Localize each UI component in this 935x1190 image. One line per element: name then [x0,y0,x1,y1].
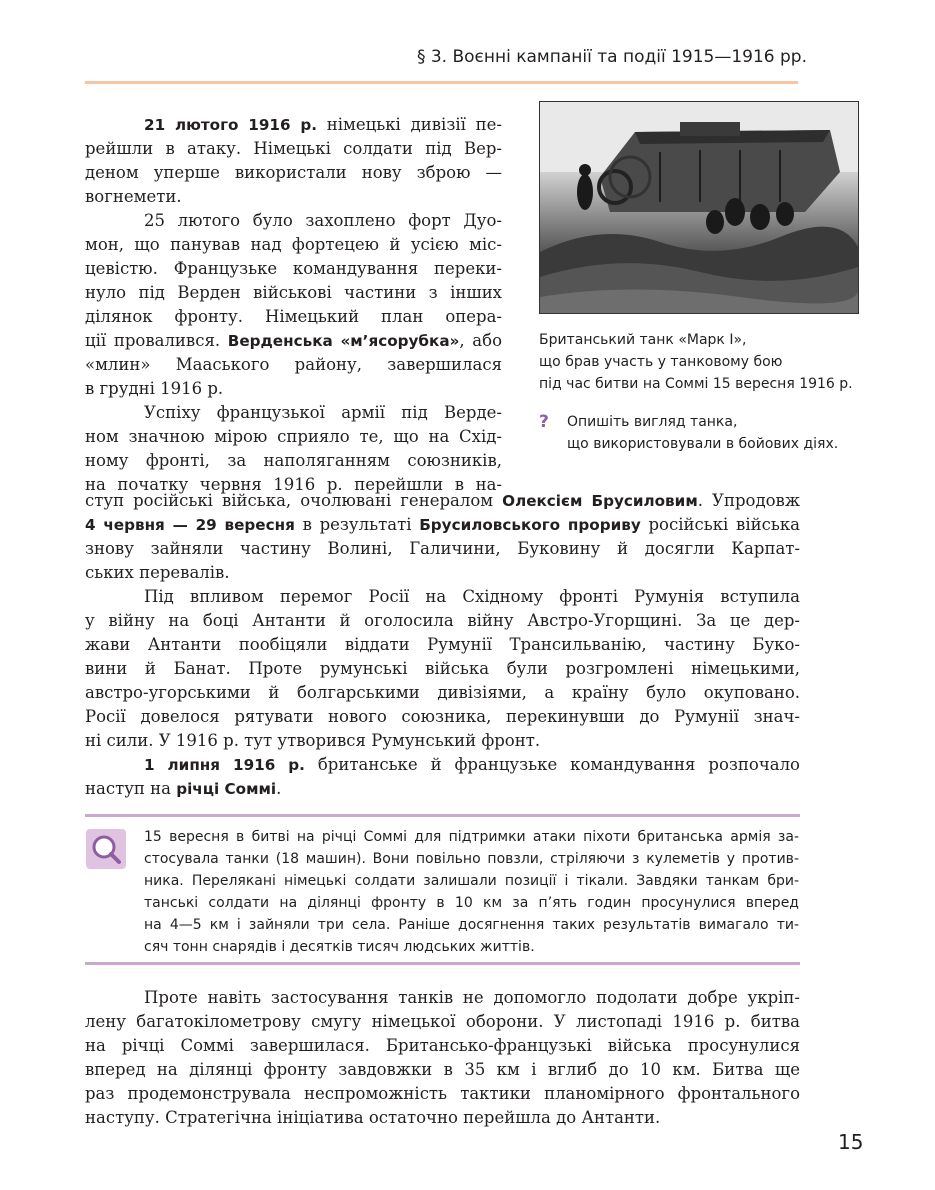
tank-photo-illustration [540,102,858,313]
text-line: вперед на ділянці фронту завдовжки в 35 км і вглиб до 10 км. Битва ще [85,1060,800,1079]
magnifier-icon [86,829,126,869]
paragraph-eastern-front: Успіху французької армії під Верде- [144,403,502,422]
text-line: Росії довелося рятувати нового союзника, перекинувши до Румунії знач- [85,707,800,726]
text-line: «млин» Мааського району, завершилася [85,355,502,374]
text-line: знову зайняли частину Волині, Галичини, Буковину й досягли Карпат- [85,539,800,558]
term-brusilov-offensive: Брусиловського прориву [419,516,641,534]
date-july-1: 1 липня 1916 р. [144,756,305,774]
question-line: Опишіть вигляд танка, [567,414,738,430]
text-line: вогнемети. [85,187,182,206]
paragraph-romania: Під впливом перемог Росії на Східному фронті Румунія вступила [144,587,800,606]
text-line: деном уперше використали нову зброю — [85,163,502,182]
question-line: що використовували в бойових діях. [567,436,839,452]
term-somme-river: річці Соммі [176,780,277,798]
left-column-text [85,113,502,497]
text-line: 4 червня — 29 вересня в результаті Брусиловського прориву російські війська [85,515,800,534]
date-feb-21: 21 лютого 1916 р. [144,116,317,134]
caption-line: під час битви на Соммі 15 вересня 1916 р. [539,376,853,392]
term-verdun-meatgrinder: Верденська «м’ясорубка» [227,332,460,350]
header-rule [85,81,798,84]
text-line: в грудні 1916 р. [85,379,224,398]
text-line: ном значною мірою сприяло те, що на Схід- [85,427,502,446]
text-line: раз продемонструвала неспроможність тактики планомірного фронтального [85,1084,800,1103]
tank-photo [539,101,859,314]
question-mark-icon: ? [539,412,549,432]
text-line: ступ російські війська, очолювані генералом Олексієм Брусиловим. Упродовж [85,491,801,510]
full-width-text-2 [85,986,800,1130]
text-line: на річці Соммі завершилася. Британсько-французькі війська просунулися [85,1036,800,1055]
text-line: мон, що панував над фортецею й усією міс- [85,235,502,254]
running-header: § 3. Воєнні кампанії та події 1915—1916 рр. [416,47,807,67]
text-line: ному фронті, за наполяганням союзників, [85,451,502,470]
info-line: стосувала танки (18 машин). Вони повільно повзли, стріляючи з кулеметів у против- [144,851,799,867]
text-line: ції провалився. Верденська «м’ясорубка», або [85,331,502,350]
text-line: наступ на річці Соммі. [85,779,282,798]
question-block [539,411,869,455]
text-line: цевістю. Французьке командування переки- [85,259,502,278]
text-line: ділянок фронту. Німецький план опера- [85,307,502,326]
text-line: нуло під Верден військові частини з інших [85,283,502,302]
info-box-top-rule [85,814,800,817]
text-line: лену багатокілометрову смугу німецької оборони. У листопаді 1916 р. битва [85,1012,800,1031]
paragraph-verdun-attack: 21 лютого 1916 р. німецькі дивізії пе- [144,115,502,134]
text-line: у війну на боці Антанти й оголосила війну Австро-Угорщині. За це дер- [85,611,800,630]
text-line: наступу. Стратегічна ініціатива остаточно перейшла до Антанти. [85,1108,661,1127]
name-brusilov: Олексієм Брусиловим [502,492,698,510]
paragraph-douaumont: 25 лютого було захоплено форт Дуо- [144,211,502,230]
text-line: жави Антанти пообіцяли віддати Румунії Трансильванію, частину Буко- [85,635,800,654]
info-line: 15 вересня в битві на річці Соммі для підтримки атаки піхоти британська армія за- [144,829,799,845]
info-box-bottom-rule [85,962,800,965]
date-range-brusilov: 4 червня — 29 вересня [85,516,295,534]
page-number: 15 [838,1130,864,1154]
text-line: австро-угорськими й болгарськими дивізіями, а країну було окуповано. [85,683,800,702]
paragraph-somme: 1 липня 1916 р. британське й французьке командування розпочало [144,755,800,774]
text-line: ських перевалів. [85,563,230,582]
caption-line: що брав участь у танковому бою [539,354,783,370]
text-line: вини й Банат. Проте румунські війська були розгромлені німецькими, [85,659,800,678]
info-line: танські солдати на ділянці фронту в 10 км за п’ять годин просунулися вперед [144,895,799,911]
info-box-text [144,826,799,958]
info-line: ника. Перелякані німецькі солдати залишали позиції і тікали. Завдяки танкам бри- [144,873,799,889]
info-line: сяч тонн снарядів і десятків тисяч людських життів. [144,939,535,955]
text-line: рейшли в атаку. Німецькі солдати під Вер- [85,139,502,158]
photo-caption [539,329,869,395]
full-width-text-1 [85,489,800,801]
text-line: на початку червня 1916 р. перейшли в на- [85,475,502,494]
info-line: на 4—5 км і зайняли три села. Раніше досягнення таких результатів вимагало ти- [144,917,799,933]
caption-line: Британський танк «Марк І», [539,332,747,348]
text-line: ні сили. У 1916 р. тут утворився Румунський фронт. [85,731,541,750]
paragraph-conclusion: Проте навіть застосування танків не допомогло подолати добре укріп- [144,988,800,1007]
